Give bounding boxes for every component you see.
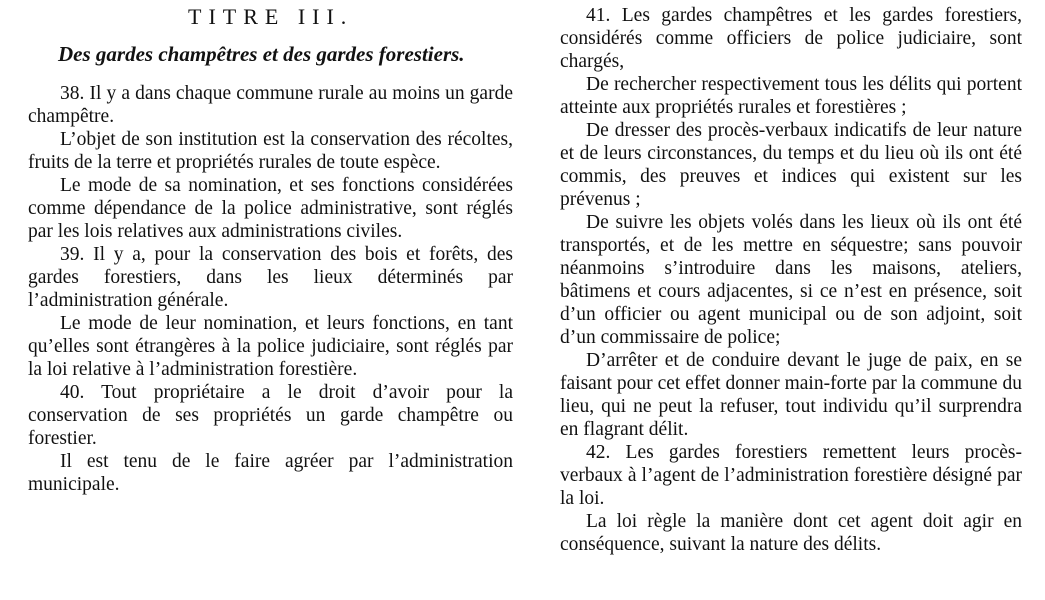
paragraph: Il est tenu de le faire agréer par l’administration municipale.: [28, 451, 513, 495]
paragraph: De suivre les objets volés dans les lieux où ils ont été transportés, et de les mettre en séquestre; sans pouvoir néanmoins s’introduire dans les maisons, ateliers, bâtimens et cours adjacentes, si ce n’est en présence, soit d’un officier ou agent municipal ou de son adjoint, soit d’un commissaire de police;: [560, 212, 1022, 348]
article-38-paragraph: 38. Il y a dans chaque commune rurale au moins un garde champêtre.: [28, 83, 513, 127]
paragraph: Le mode de sa nomination, et ses fonctions considérées comme dépendance de la police administrative, sont réglés par les lois relatives aux administrations civiles.: [28, 175, 513, 242]
article-42-paragraph: 42. Les gardes forestiers remettent leurs procès-verbaux à l’agent de l’administration forestière désigné par la loi.: [560, 442, 1022, 509]
paragraph: De dresser des procès-verbaux indicatifs de leur nature et de leurs circonstances, du temps et du lieu où ils ont été commis, des preuves et indices qui existent sur les prévenus ;: [560, 120, 1022, 210]
right-body: [560, 4, 1022, 556]
paragraph: L’objet de son institution est la conservation des récoltes, fruits de la terre et propriétés rurales de toute espèce.: [28, 129, 513, 173]
section-title: TITRE III.: [188, 4, 354, 29]
paragraph: De rechercher respectivement tous les délits qui portent atteinte aux propriétés rurales et forestières ;: [560, 74, 1022, 118]
paragraph: La loi règle la manière dont cet agent doit agir en conséquence, suivant la nature des délits.: [560, 511, 1022, 555]
section-subtitle: Des gardes champêtres et des gardes forestiers.: [58, 42, 465, 66]
article-40-paragraph: 40. Tout propriétaire a le droit d’avoir pour la conservation de ses propriétés un garde champêtre ou forestier.: [28, 382, 513, 449]
article-39-paragraph: 39. Il y a, pour la conservation des bois et forêts, des gardes forestiers, dans les lieux déterminés par l’administration générale.: [28, 244, 513, 311]
paragraph: Le mode de leur nomination, et leurs fonctions, en tant qu’elles sont étrangères à la police judiciaire, sont réglés par la loi relative à l’administration forestière.: [28, 313, 513, 380]
left-body: [28, 82, 513, 496]
article-41-paragraph: 41. Les gardes champêtres et les gardes forestiers, considérés comme officiers de police judiciaire, sont chargés,: [560, 5, 1022, 72]
paragraph: D’arrêter et de conduire devant le juge de paix, en se faisant pour cet effet donner main-forte par la commune du lieu, qui ne peut la refuser, tout individu qu’il surprendra en flagrant délit.: [560, 350, 1022, 440]
